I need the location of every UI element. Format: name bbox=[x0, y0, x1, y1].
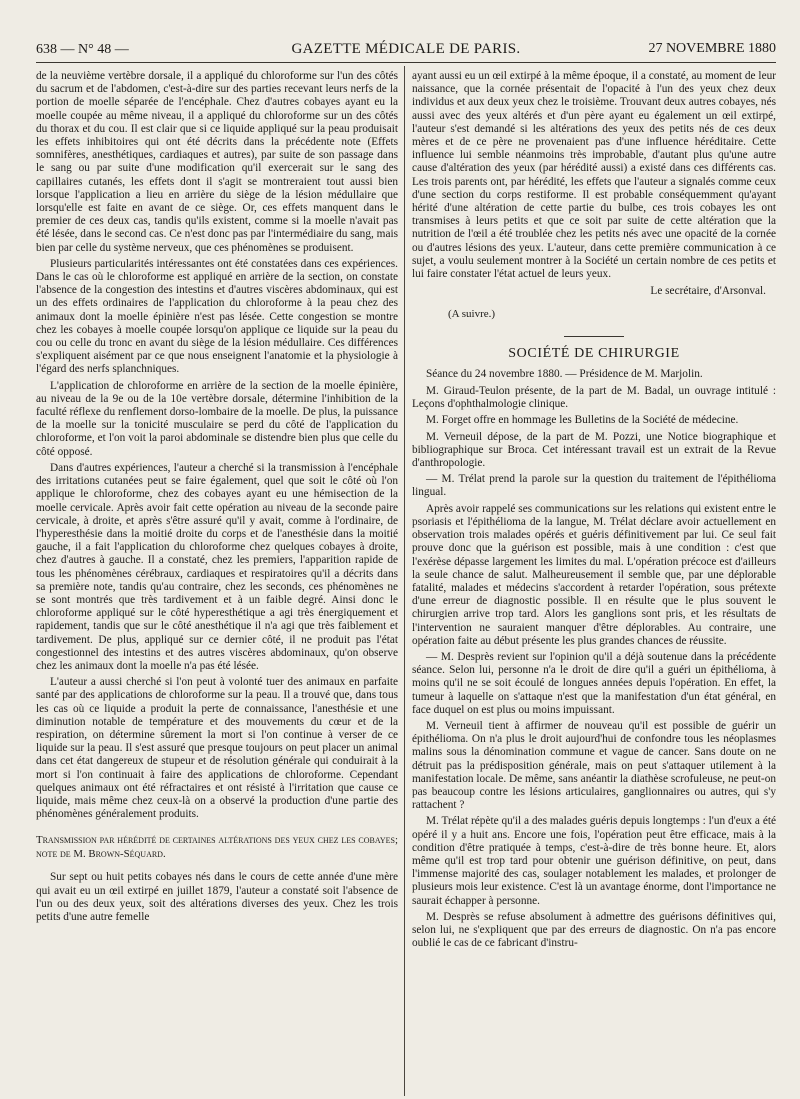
column-divider bbox=[404, 66, 405, 1096]
to-be-continued: (A suivre.) bbox=[448, 308, 496, 321]
left-column bbox=[36, 70, 398, 1095]
paragraph: M. Desprès se refuse absolument à admettre des guérisons définitives qui, selon lui, ne s'expliquent que par des erreurs de diagnostic. On n'a pas encore oublié le cas de ce fabricant d'instru- bbox=[412, 910, 776, 950]
session-line: Séance du 24 novembre 1880. — Présidence de M. Marjolin. bbox=[426, 367, 703, 380]
paragraph: Après avoir rappelé ses communications sur les relations qui existent entre le psoriasis et l'épithélioma de la langue, M. Trélat déclare avoir actuellement en observation trois malades opérés et guéris définitivement par lui. Ce seul fait prouve donc que la guérison est possible, mais à une condition : c'est que l'exérèse dépasse largement les limites du mal. L'opération précoce est d'ailleurs la seule chance de salut. Malheureusement il semble que, par une déplorable fatalité, malades et médecins s'accordent à retarder l'opération, sous prétexte d'une erreur de diagnostic possible. Il en résulte que le plus souvent le chirurgien arrive trop tard. Alors les ganglions sont pris, et les résultats de l'intervention ne sauraient manquer d'être déplorables. Au contraire, une opération faite au début présente les plus grandes chances de réussite. bbox=[412, 502, 776, 647]
issue-date: 27 NOVEMBRE 1880 bbox=[648, 41, 776, 56]
journal-title: GAZETTE MÉDICALE DE PARIS. bbox=[291, 41, 521, 57]
paragraph: — M. Desprès revient sur l'opinion qu'il a déjà soutenue dans la précédente séance. Selon lui, personne n'a le droit de dire qu'il a guéri un épithélioma, à moins qu'il ne se soit écoulé de longues années depuis l'opération. En effet, la tumeur à laquelle on s'attaque n'est que la manifestation d'un état général, en face duquel on est plus ou moins impuissant. bbox=[412, 650, 776, 716]
signature: Le secrétaire, d'Arsonval. bbox=[650, 285, 766, 298]
paragraph: M. Giraud-Teulon présente, de la part de M. Badal, un ouvrage intitulé : Leçons d'ophthalmologie clinique. bbox=[412, 385, 776, 411]
paragraph: — M. Trélat prend la parole sur la question du traitement de l'épithélioma lingual. bbox=[412, 473, 776, 499]
page-number: 638 — N° 48 — bbox=[36, 42, 129, 57]
paragraph: Plusieurs particularités intéressantes ont été constatées dans ces expériences. Dans le cas où le chloroforme est appliqué en arrière de la section, on constate l'absence de la congestion des intestins et d'autres viscères abdominaux, qui est un des effets ordinaires de l'application du chloroforme à la peau chez des animaux dont la moelle épinière n'est pas lésée. Cette congestion se montre chez les cobayes à moelle coupée lorsqu'on applique ce liquide sur la peau du cou ou celle du tronc en avant du siège de la lésion médullaire. Ces différences s'expliquent aisément par ce que nous enseignent l'anatomie et la physiologie à l'égard des nerfs splanchniques. bbox=[36, 257, 398, 376]
right-column bbox=[412, 70, 776, 1095]
society-title: SOCIÉTÉ DE CHIRURGIE bbox=[508, 345, 680, 361]
page-header bbox=[36, 40, 776, 63]
paragraph: L'application de chloroforme en arrière de la section de la moelle épinière, au niveau de la 9e ou de la 10e vertèbre dorsale, détermine l'inhibition de la faculté réflexe du renflement dorso-lombaire de la moelle. De plus, la puissance de la moelle sur la tonicité musculaire se perd du côté de l'application du chloroforme, et l'on voit la paroi abdominale se distendre bien plus que celle du côté opposé. bbox=[36, 379, 398, 458]
paragraph: de la neuvième vertèbre dorsale, il a appliqué du chloroforme sur l'un des côtés du sacrum et de l'abdomen, c'est-à-dire sur des parties recevant leurs nerfs de la portion de moelle séparée de l'encéphale. Chez d'autres cobayes ayant eu la moelle coupée au même niveau, il a appliqué du chloroforme sur un des côtés du thorax et du cou. Il est clair que si ce liquide appliqué sur la peau produisait les effets inhibitoires qui ont été décrits dans la précédente note (Effets somnifères, anesthétiques, cardiaques et autres), par suite de son passage dans le sang ou par suite d'une modification qu'il exercerait sur le sang des capillaires cutanés, les effets dont il s'agit se montreraient tout aussi bien lorsque l'application a lieu en arrière du siège de la lésion médullaire que lorsqu'elle est faite en avant de ce siège. Or, ces effets manquent dans le premier de ces deux cas, tandis qu'ils existent, comme si la moelle n'avait pas été lésée, dans le second cas. Ce n'est donc pas par l'intermédiaire du sang, mais bien par celle du système nerveux, que ces phénomènes se produisent. bbox=[36, 70, 398, 254]
paragraph: M. Verneuil tient à affirmer de nouveau qu'il est possible de guérir un épithélioma. On n'a plus le droit aujourd'hui de confondre tous les néoplasmes malins sous la dénomination commune et vague de cancer. Sans doute on ne détruit pas la prédisposition générale, mais on peut s'attaquer utilement à la manifestation locale. De même, sans anéantir la diathèse scrofuleuse, ne peut-on pas beaucoup contre les lésions articulaires, ganglionnaires ou autres, qui s'y rattachent ? bbox=[412, 719, 776, 812]
section-rule bbox=[564, 336, 624, 337]
section-title: Transmission par hérédité de certaines altérations des yeux chez les cobayes; note de M. Brown-Séquard. bbox=[36, 834, 398, 861]
paragraph: M. Verneuil dépose, de la part de M. Pozzi, une Notice biographique et bibliographique sur Broca. Cet intéressant travail est un extrait de la Revue d'anthropologie. bbox=[412, 430, 776, 470]
paragraph: M. Forget offre en hommage les Bulletins de la Société de médecine. bbox=[426, 414, 739, 427]
paragraph: M. Trélat répète qu'il a des malades guéris depuis longtemps : l'un d'eux a été opéré il y a huit ans. Encore une fois, l'opération peut être efficace, mais à la condition d'être pratiquée à temps, c'est-à-dire de très bonne heure. Et, alors même qu'il est trop tard pour obtenir une guérison définitive, on peut, dans l'immense majorité des cas, soulager notablement les malades, et prolonger de plusieurs mois leur existence. C'est là un avantage énorme, dont l'importance ne saurait échapper à personne. bbox=[412, 815, 776, 907]
paragraph: Dans d'autres expériences, l'auteur a cherché si la transmission à l'encéphale des irritations cutanées peut se faire également, quel que soit le côté où l'on applique le chloroforme, chez des cobayes ayant eu une hémisection de la moelle cervicale. Après avoir fait cette opération au niveau de la seconde paire cervicale, à droite, et après s'être assuré qu'il y avait, comme à l'ordinaire, de l'hyperesthésie dans la moitié droite du corps et de l'anesthésie dans la moitié gauche, il a fait l'application du chloroforme chez quelques cobayes à droite, chez d'autres à gauche. Il a constaté, chez les premiers, l'apparition rapide de tous les phénomènes cérébraux, cardiaques et respiratoires qu'il a décrits dans sa première note, tandis qu'au contraire, chez les seconds, ces phénomènes ne se sont montrés que très tardivement et à un faible degré. Ainsi donc le chloroforme appliqué sur le côté hyperesthétique a agi très énergiquement et rapidement, tandis que sur le côté anesthétique il n'a agi que très faiblement et tardivement. De plus, appliqué sur ce dernier côté, il ne produit pas l'état congestionnel des intestins et des autres viscères abdominaux, qu'on observe chez les animaux dont la moelle n'a pas été lésée. bbox=[36, 461, 398, 672]
paragraph: L'auteur a aussi cherché si l'on peut à volonté tuer des animaux en parfaite santé par des applications de chloroforme sur la peau. Il a trouvé que, dans tous les cas où ce liquide a produit la perte de connaissance, l'anesthésie et une diminution notable de température et des mouvements du cœur et de la respiration, on détermine sûrement la mort si l'on continue à verser de ce liquide sur la peau. Il s'est assuré que presque toujours on peut placer un animal dans cet état dangereux de stupeur et de résolution générale qui conduirait à la mort si l'on continuait à faire des applications de chloroforme. Cependant quelques animaux ont été réfractaires et ont résisté à l'irritation que cause ce liquide, mais même chez ceux-là on a observé la production d'une partie des phénomènes généralement produits. bbox=[36, 676, 398, 821]
paragraph: ayant aussi eu un œil extirpé à la même époque, il a constaté, au moment de leur naissance, que la cornée présentait de l'opacité à l'un des yeux chez deux individus et aux deux yeux chez le troisième. Trouvant deux autres cobayes, nés aussi avec des yeux altérés et d'un père ayant eu également un œil extirpé, l'auteur s'est demandé si les altérations des yeux des petits nés de ces deux mères et de ce père ne provenaient pas d'une influence héréditaire. Cette influence lui semble néanmoins très improbable, d'autant plus qu'une autre cause d'altération des yeux (par hérédité aussi) a existé dans ces différents cas. Les trois parents ont, par hérédité, les effets que l'auteur a signalés comme ceux d'une section du corps restiforme. Il est probable conséquemment qu'ayant hérité d'une altération de cette partie du bulbe, ces trois cobayes les ont transmises à leurs petits et que ce soit par suite de cette altération que la nutrition de l'œil a été troublée chez les petits nés avec une opacité de la cornée ou d'autres lésions des yeux. L'auteur, dans cette première communication à ce sujet, a voulu seulement montrer à la Société un certain nombre de ces petits et lui faire constater l'état actuel de leurs yeux. bbox=[412, 70, 776, 281]
paragraph: Sur sept ou huit petits cobayes nés dans le cours de cette année d'une mère qui avait eu un œil extirpé en juillet 1879, l'auteur a constaté soit l'absence de l'un ou des deux yeux, soit des altérations diverses des yeux. Chez les trois petits d'une autre femelle bbox=[36, 871, 398, 923]
